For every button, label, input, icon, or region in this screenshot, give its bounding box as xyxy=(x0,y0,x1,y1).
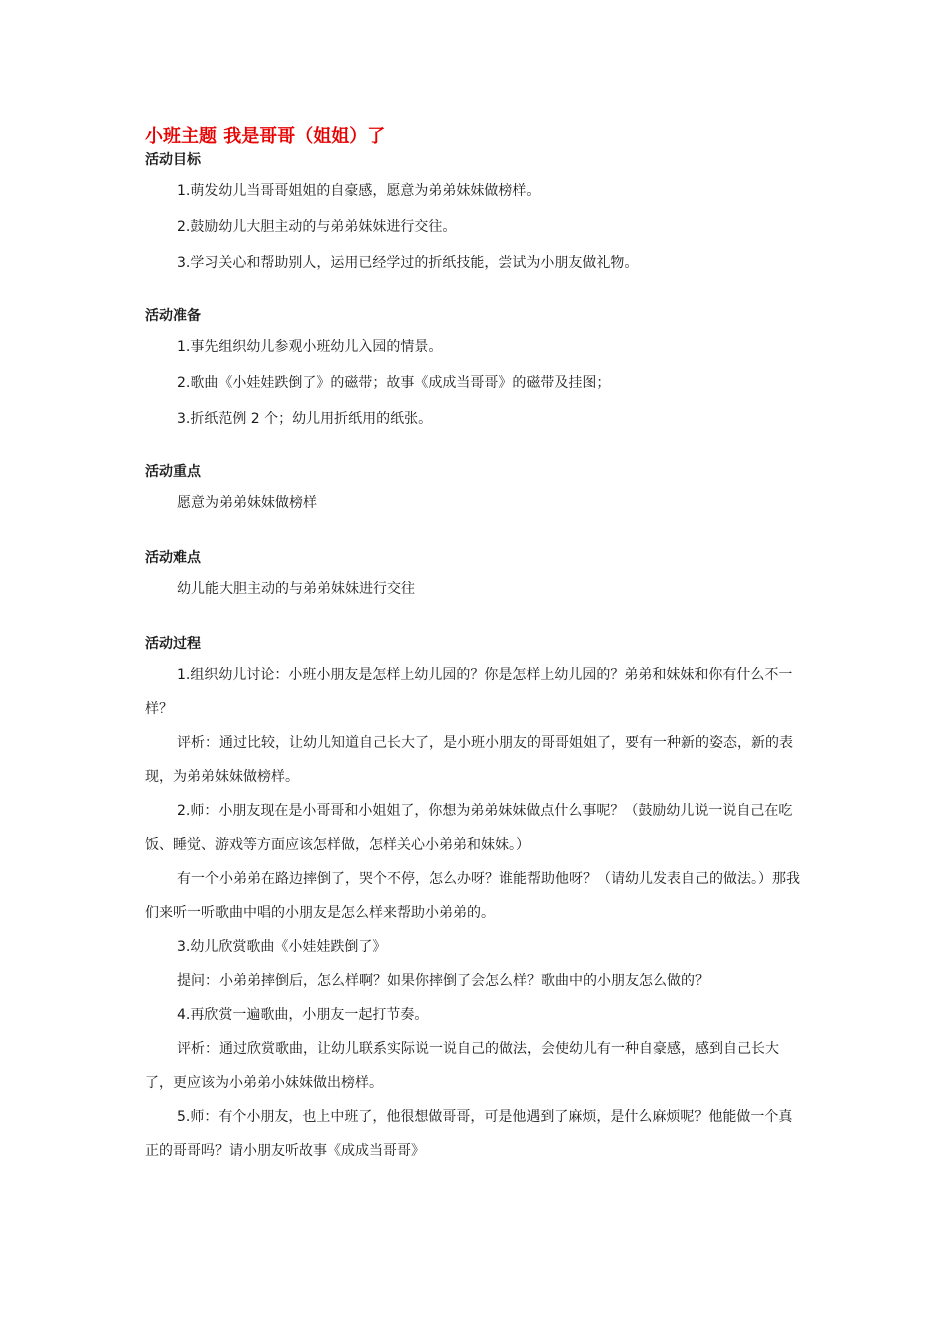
heading-difficulty: 活动难点 xyxy=(145,550,201,566)
process-item: 有一个小弟弟在路边摔倒了，哭个不停，怎么办呀？谁能帮助他呀？（请幼儿发表自己的做法。）那我们来听一听歌曲中唱的小朋友是怎么样来帮助小弟弟的。 xyxy=(145,871,800,921)
document-title: 小班主题 我是哥哥（姐姐）了 xyxy=(145,126,386,147)
process-item: 5.师：有个小朋友，也上中班了，他很想做哥哥，可是他遇到了麻烦，是什么麻烦呢？他能做一个真正的哥哥吗？请小朋友听故事《成成当哥哥》 xyxy=(145,1109,793,1159)
heading-process: 活动过程 xyxy=(145,636,201,652)
difficulty-item: 幼儿能大胆主动的与弟弟妹妹进行交往 xyxy=(177,581,415,597)
process-item: 1.组织幼儿讨论：小班小朋友是怎样上幼儿园的？你是怎样上幼儿园的？弟弟和妹妹和你有什么不一样？ xyxy=(145,667,793,717)
heading-key: 活动重点 xyxy=(145,464,201,480)
process-item: 评析：通过欣赏歌曲，让幼儿联系实际说一说自己的做法，会使幼儿有一种自豪感，感到自己长大了，更应该为小弟弟小妹妹做出榜样。 xyxy=(145,1041,779,1091)
key-item: 愿意为弟弟妹妹做榜样 xyxy=(177,495,317,511)
process-item: 4.再欣赏一遍歌曲，小朋友一起打节奏。 xyxy=(177,1007,429,1023)
process-item: 3.幼儿欣赏歌曲《小娃娃跌倒了》 xyxy=(177,939,387,955)
process-item: 2.师：小朋友现在是小哥哥和小姐姐了，你想为弟弟妹妹做点什么事呢？（鼓励幼儿说一说自己在吃饭、睡觉、游戏等方面应该怎样做，怎样关心小弟弟和妹妹。） xyxy=(145,803,793,853)
document-page xyxy=(145,124,805,1168)
process-item: 评析：通过比较，让幼儿知道自己长大了，是小班小朋友的哥哥姐姐了，要有一种新的姿态，新的表现，为弟弟妹妹做榜样。 xyxy=(145,735,793,785)
prep-item: 2.歌曲《小娃娃跌倒了》的磁带；故事《成成当哥哥》的磁带及挂图； xyxy=(177,375,611,391)
goal-item: 1.萌发幼儿当哥哥姐姐的自豪感，愿意为弟弟妹妹做榜样。 xyxy=(177,183,541,199)
goal-item: 2.鼓励幼儿大胆主动的与弟弟妹妹进行交往。 xyxy=(177,219,457,235)
prep-item: 1.事先组织幼儿参观小班幼儿入园的情景。 xyxy=(177,339,443,355)
process-item: 提问：小弟弟摔倒后，怎么样啊？如果你摔倒了会怎么样？歌曲中的小朋友怎么做的？ xyxy=(177,973,709,989)
goal-item: 3.学习关心和帮助别人，运用已经学过的折纸技能，尝试为小朋友做礼物。 xyxy=(177,255,639,271)
heading-goals: 活动目标 xyxy=(145,152,201,168)
heading-prep: 活动准备 xyxy=(145,308,201,324)
prep-item: 3.折纸范例 2 个；幼儿用折纸用的纸张。 xyxy=(177,411,433,427)
